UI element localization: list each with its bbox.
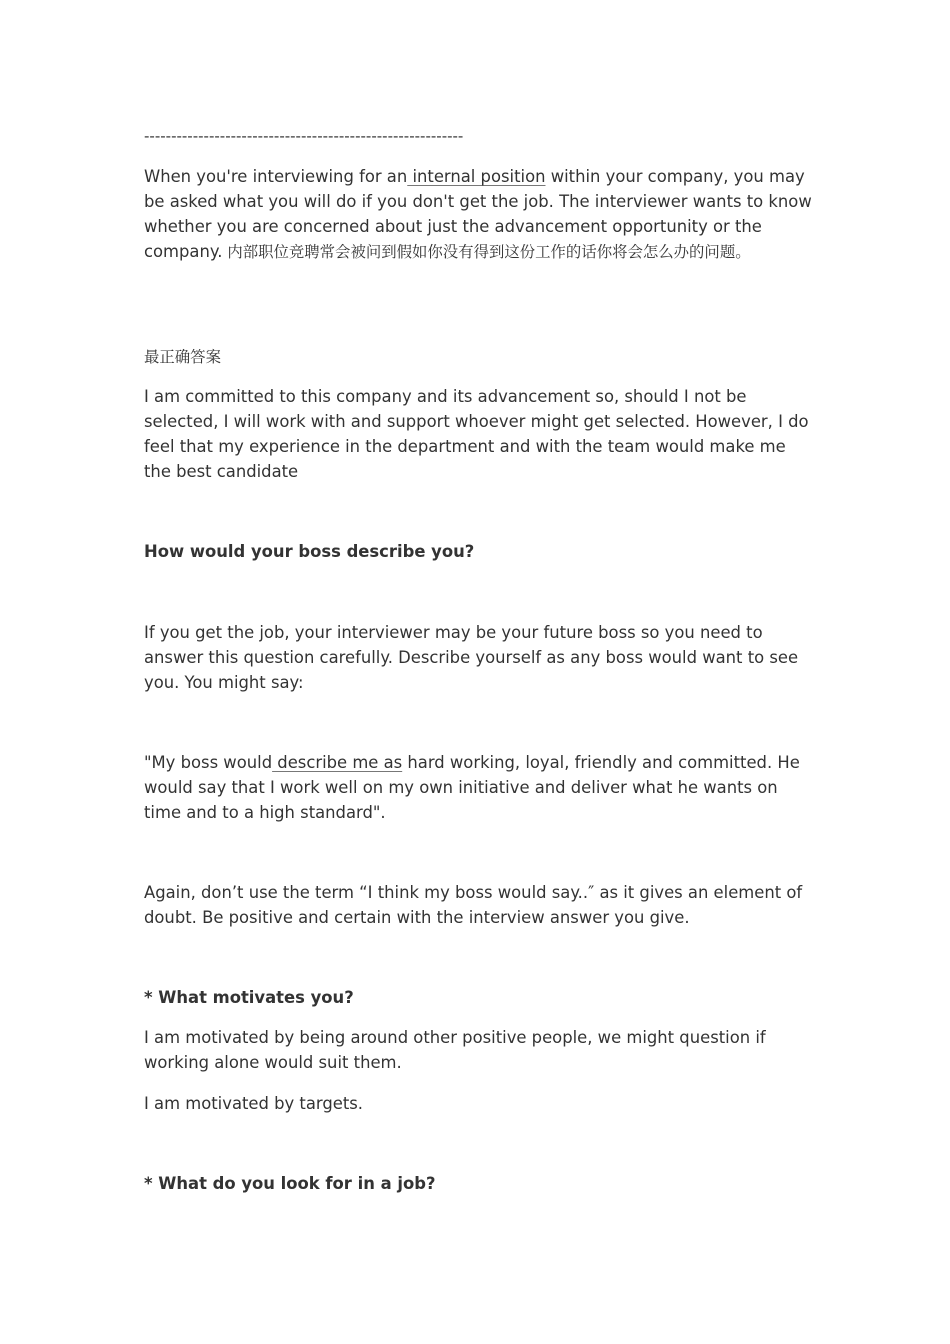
internal-position-paragraph	[144, 164, 812, 265]
motivates-answer-2: I am motivated by targets.	[144, 1094, 364, 1113]
motivates-answer-1: I am motivated by being around other positive people, we might question if working alone would suit them.	[144, 1028, 766, 1072]
boss-quote-after: hard working, loyal, friendly and committed. He would say that I work well on my own initiative and deliver what he wants on time and to a high standard".	[144, 753, 800, 822]
boss-advice-paragraph: Again, don’t use the term “I think my boss would say..″ as it gives an element of doubt. Be positive and certain with the interview answer you give.	[144, 883, 803, 927]
internal-text-before: When you're interviewing for an	[144, 167, 408, 186]
divider-line: -----------------------------------------------------------	[144, 127, 464, 145]
best-answer-label: 最正确答案	[144, 348, 221, 366]
heading-what-motivates: * What motivates you?	[144, 988, 354, 1007]
boss-quote-paragraph	[144, 750, 812, 825]
internal-text-after: within your company, you may be asked what you will do if you don't get the job. The interviewer wants to know whether you are concerned about just the advancement opportunity or the company.	[144, 167, 812, 261]
internal-position-link[interactable]: internal position	[407, 167, 546, 186]
heading-look-for-job: * What do you look for in a job?	[144, 1174, 436, 1193]
boss-quote-before: "My boss would	[144, 753, 273, 772]
best-answer-paragraph: I am committed to this company and its advancement so, should I not be selected, I will work with and support whoever might get selected. However, I do feel that my experience in the department and with the team would make me the best candidate	[144, 387, 809, 481]
boss-intro-paragraph: If you get the job, your interviewer may be your future boss so you need to answer this question carefully. Describe yourself as any boss would want to see you. You might say:	[144, 623, 799, 692]
describe-me-as-link[interactable]: describe me as	[272, 753, 403, 772]
internal-cjk-text: 内部职位竞聘常会被问到假如你没有得到这份工作的话你将会怎么办的问题。	[222, 243, 751, 261]
heading-boss-describe: How would your boss describe you?	[144, 542, 475, 561]
